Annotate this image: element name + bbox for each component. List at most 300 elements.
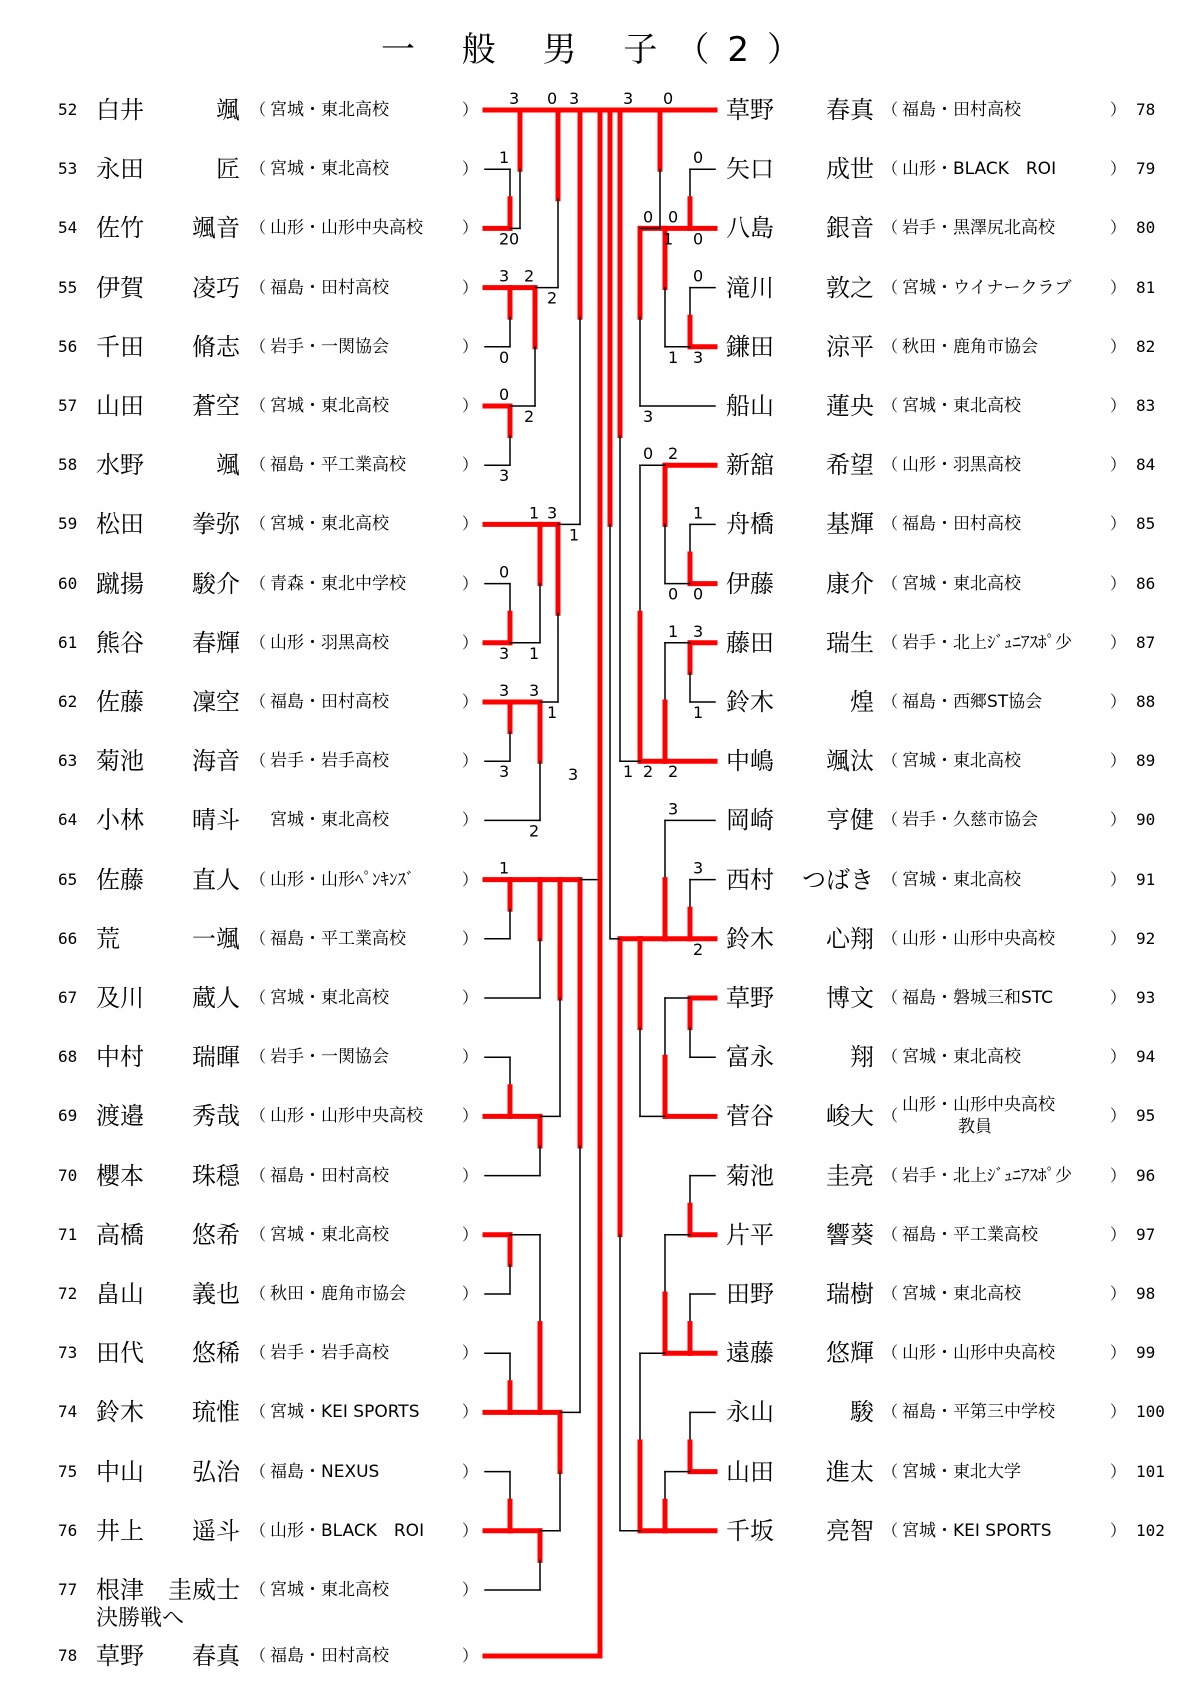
close-paren: ） xyxy=(1110,632,1127,652)
affiliation: 福島・平工業高校 xyxy=(902,1224,1038,1245)
seed-number: 56 xyxy=(58,336,78,356)
open-paren: （ xyxy=(882,1402,899,1422)
open-paren: （ xyxy=(882,336,899,356)
affiliation: 岩手・一関協会 xyxy=(270,336,389,357)
player-given-name: 瑞暉 xyxy=(192,1043,240,1072)
seed-number: 82 xyxy=(1136,336,1156,356)
player-surname: 千坂 xyxy=(726,1516,774,1545)
affiliation: 福島・西郷ST協会 xyxy=(902,692,1043,712)
seed-number: 68 xyxy=(58,1047,78,1067)
player-given-name: 珠穏 xyxy=(192,1161,240,1190)
seed-number: 58 xyxy=(58,455,78,475)
affiliation: 山形・羽黒高校 xyxy=(270,632,389,653)
close-paren: ） xyxy=(462,336,479,356)
player-given-name: 圭亮 xyxy=(826,1161,874,1190)
seed-number: 77 xyxy=(58,1580,78,1599)
player-given-name: 颯 xyxy=(216,96,240,124)
seed-number: 99 xyxy=(1136,1343,1156,1363)
affiliation: 宮城・東北高校 xyxy=(270,514,389,535)
close-paren: ） xyxy=(1110,100,1127,119)
open-paren: （ xyxy=(250,1047,267,1067)
player-given-name: 亨健 xyxy=(826,806,874,835)
player-surname: 田代 xyxy=(96,1339,144,1368)
player-given-name: 春真 xyxy=(826,96,874,124)
affiliation: 岩手・北上ｼﾞｭﾆｱｽﾎﾟ少 xyxy=(902,1165,1072,1186)
open-paren: （ xyxy=(250,1520,267,1540)
score-label: 2 xyxy=(529,821,540,841)
seed-number: 66 xyxy=(58,928,78,948)
close-paren: ） xyxy=(462,632,479,652)
score-label: 0 xyxy=(499,562,510,582)
affiliation: 宮城・KEI SPORTS xyxy=(270,1402,420,1423)
affiliation: 岩手・一関協会 xyxy=(270,1047,389,1068)
seed-number: 78 xyxy=(58,1646,78,1665)
seed-number: 92 xyxy=(1136,928,1156,948)
affiliation: 宮城・東北高校 xyxy=(270,159,389,180)
seed-number: 64 xyxy=(58,810,78,830)
player-given-name: 匠 xyxy=(216,155,240,184)
close-paren: ） xyxy=(462,869,479,889)
score-label: 1 xyxy=(529,643,540,663)
affiliation: 福島・田村高校 xyxy=(902,514,1021,535)
player-surname: 菅谷 xyxy=(726,1102,774,1131)
open-paren: （ xyxy=(882,1106,899,1126)
player-given-name: 秀哉 xyxy=(192,1102,240,1131)
score-label: 1 xyxy=(623,762,634,782)
player-surname: 佐竹 xyxy=(96,214,144,243)
open-paren: （ xyxy=(250,751,267,771)
open-paren: （ xyxy=(250,1580,267,1599)
close-paren: ） xyxy=(1110,1520,1127,1540)
affiliation: 福島・田村高校 xyxy=(902,100,1021,120)
close-paren: ） xyxy=(1110,1165,1127,1185)
open-paren: （ xyxy=(250,100,267,119)
player-surname: 菊池 xyxy=(726,1161,774,1190)
close-paren: ） xyxy=(1110,692,1127,711)
close-paren: ） xyxy=(462,277,479,297)
score-label: 0 xyxy=(499,385,510,404)
close-paren: ） xyxy=(1110,928,1127,948)
score-label: 1 xyxy=(693,703,704,722)
close-paren: ） xyxy=(462,692,479,711)
affiliation: 秋田・鹿角市協会 xyxy=(902,336,1038,357)
player-given-name: 敦之 xyxy=(826,273,874,302)
close-paren: ） xyxy=(462,751,479,771)
score-label: 1 xyxy=(569,525,580,545)
player-given-name: 悠輝 xyxy=(826,1339,874,1368)
player-given-name: 煌 xyxy=(850,688,874,716)
player-given-name: 颯汰 xyxy=(826,747,874,776)
player-given-name: 蔵人 xyxy=(192,984,240,1012)
player-given-name: 遥斗 xyxy=(192,1516,240,1545)
player-given-name: 晴斗 xyxy=(192,806,240,835)
affiliation: 福島・平第三中学校 xyxy=(902,1402,1055,1423)
affiliation: 宮城・東北高校 xyxy=(902,396,1021,416)
player-given-name: 弘治 xyxy=(192,1457,240,1486)
player-given-name: 海音 xyxy=(192,747,240,776)
final-note: 決勝戦へ xyxy=(96,1606,185,1631)
open-paren: （ xyxy=(250,396,267,415)
affiliation: 秋田・鹿角市協会 xyxy=(270,1284,406,1304)
close-paren: ） xyxy=(1110,1402,1127,1422)
affiliation: 岩手・久慈市協会 xyxy=(902,810,1038,831)
open-paren: （ xyxy=(250,1284,267,1303)
player-given-name: 駿介 xyxy=(192,569,240,598)
score-label: 1 xyxy=(668,621,679,641)
open-paren: （ xyxy=(882,218,899,238)
open-paren: （ xyxy=(882,632,899,652)
score-label: 2 xyxy=(499,229,510,249)
open-paren: （ xyxy=(250,1224,267,1244)
score-label: 0 xyxy=(509,229,520,249)
seed-number: 55 xyxy=(58,277,78,297)
player-surname: 白井 xyxy=(96,96,144,124)
player-given-name: 瑞生 xyxy=(826,628,874,657)
player-given-name: 凌巧 xyxy=(192,273,240,302)
close-paren: ） xyxy=(462,1580,479,1599)
score-label: 0 xyxy=(643,207,654,227)
affiliation: 福島・田村高校 xyxy=(270,692,389,712)
open-paren: （ xyxy=(882,514,899,534)
player-surname: 鈴木 xyxy=(726,924,774,953)
seed-number: 97 xyxy=(1136,1224,1156,1244)
player-surname: 熊谷 xyxy=(96,628,144,657)
player-given-name: 瑞樹 xyxy=(826,1280,874,1308)
player-given-name: 銀音 xyxy=(826,214,874,243)
close-paren: ） xyxy=(1110,396,1127,415)
score-label: 3 xyxy=(693,858,704,878)
affiliation: 宮城・東北高校 xyxy=(902,1284,1021,1304)
open-paren: （ xyxy=(882,1224,899,1244)
close-paren: ） xyxy=(1110,1461,1127,1481)
player-surname: 舟橋 xyxy=(726,510,774,539)
open-paren: （ xyxy=(250,692,267,711)
close-paren: ） xyxy=(462,1343,479,1363)
score-label: 1 xyxy=(668,347,679,367)
player-surname: 中山 xyxy=(96,1457,144,1486)
final-score: 3 xyxy=(568,765,579,784)
affiliation: 福島・田村高校 xyxy=(270,277,389,298)
open-paren: （ xyxy=(250,573,267,593)
score-label: 1 xyxy=(547,703,558,722)
open-paren: （ xyxy=(882,810,899,830)
player-surname: 新舘 xyxy=(726,451,774,480)
player-given-name: 颯音 xyxy=(192,214,240,243)
open-paren: （ xyxy=(250,218,267,238)
player-surname: 根津 xyxy=(96,1576,144,1604)
score-label: 0 xyxy=(663,89,674,108)
score-label: 2 xyxy=(668,444,679,464)
player-given-name: 悠稀 xyxy=(192,1339,240,1368)
score-label: 3 xyxy=(499,643,510,663)
close-paren: ） xyxy=(462,1224,479,1244)
player-surname: 伊賀 xyxy=(96,273,144,302)
seed-number: 98 xyxy=(1136,1284,1156,1303)
player-given-name: 成世 xyxy=(826,155,874,184)
seed-number: 83 xyxy=(1136,396,1156,415)
affiliation: 宮城・東北高校 xyxy=(902,869,1021,890)
seed-number: 70 xyxy=(58,1165,78,1185)
open-paren: （ xyxy=(882,1343,899,1363)
score-label: 3 xyxy=(693,347,704,367)
affiliation: 宮城・東北高校 xyxy=(270,396,389,416)
player-given-name: 直人 xyxy=(192,865,240,894)
seed-number: 65 xyxy=(58,869,78,889)
seed-number: 93 xyxy=(1136,988,1156,1007)
open-paren: （ xyxy=(250,455,267,475)
close-paren: ） xyxy=(462,1402,479,1422)
score-label: 0 xyxy=(693,229,704,249)
open-paren: （ xyxy=(250,1402,267,1422)
close-paren: ） xyxy=(462,514,479,534)
affiliation: 宮城・東北高校 xyxy=(902,573,1021,594)
score-label: 3 xyxy=(499,266,510,286)
player-surname: 山田 xyxy=(96,392,144,420)
close-paren: ） xyxy=(1110,1224,1127,1244)
seed-number: 67 xyxy=(58,988,78,1007)
open-paren: （ xyxy=(882,692,899,711)
open-paren: （ xyxy=(250,1646,267,1665)
open-paren: （ xyxy=(250,1165,267,1185)
open-paren: （ xyxy=(882,159,899,179)
player-surname: 高橋 xyxy=(96,1220,144,1249)
seed-number: 81 xyxy=(1136,277,1156,297)
player-surname: 永山 xyxy=(726,1398,774,1427)
seed-number: 60 xyxy=(58,573,78,593)
open-paren: （ xyxy=(882,1461,899,1481)
score-label: 3 xyxy=(693,621,704,641)
seed-number: 94 xyxy=(1136,1047,1156,1067)
seed-number: 102 xyxy=(1136,1520,1165,1540)
open-paren: （ xyxy=(882,573,899,593)
seed-number: 80 xyxy=(1136,218,1156,238)
score-label: 3 xyxy=(529,681,540,700)
open-paren: （ xyxy=(250,1343,267,1363)
close-paren: ） xyxy=(1110,336,1127,356)
score-label: 0 xyxy=(499,347,510,367)
close-paren: ） xyxy=(462,1106,479,1126)
seed-number: 78 xyxy=(1136,100,1156,119)
affiliation: 福島・NEXUS xyxy=(270,1461,380,1482)
open-paren: （ xyxy=(882,869,899,889)
player-given-name: 春輝 xyxy=(192,628,240,657)
open-paren: （ xyxy=(882,396,899,415)
player-surname: 鈴木 xyxy=(96,1398,144,1427)
open-paren: （ xyxy=(250,928,267,948)
player-given-name: 蓮央 xyxy=(826,392,874,420)
affiliation: 宮城・ウイナークラブ xyxy=(902,277,1072,298)
affiliation: 宮城・東北高校 xyxy=(270,100,389,120)
player-given-name: 峻大 xyxy=(826,1102,874,1131)
close-paren: ） xyxy=(1110,277,1127,297)
close-paren: ） xyxy=(1110,1106,1127,1126)
score-label: 1 xyxy=(693,503,704,523)
score-label: 2 xyxy=(524,266,535,286)
score-label: 3 xyxy=(569,89,580,108)
close-paren: ） xyxy=(462,1284,479,1303)
close-paren: ） xyxy=(1110,573,1127,593)
close-paren: ） xyxy=(462,1461,479,1481)
player-surname: 小林 xyxy=(96,806,144,835)
affiliation: 宮城・東北大学 xyxy=(902,1461,1021,1482)
player-given-name: 涼平 xyxy=(826,332,874,361)
player-given-name: 蒼空 xyxy=(192,392,240,420)
player-surname: 草野 xyxy=(726,984,774,1012)
open-paren: （ xyxy=(882,1284,899,1303)
score-label: 2 xyxy=(547,288,558,308)
seed-number: 91 xyxy=(1136,869,1156,889)
affiliation: 山形・山形ﾍﾟﾝｷﾝｽﾞ xyxy=(270,869,415,890)
player-surname: 藤田 xyxy=(726,628,774,657)
close-paren: ） xyxy=(462,396,479,415)
close-paren: ） xyxy=(462,1646,479,1665)
affiliation: 宮城・東北高校 xyxy=(270,1580,389,1600)
player-given-name: 悠希 xyxy=(192,1220,240,1249)
score-label: 1 xyxy=(499,858,510,878)
seed-number: 71 xyxy=(58,1224,78,1244)
open-paren: （ xyxy=(250,336,267,356)
open-paren: （ xyxy=(250,514,267,534)
affiliation: 福島・田村高校 xyxy=(270,1646,389,1666)
player-given-name: 亮智 xyxy=(826,1516,874,1545)
score-label: 3 xyxy=(643,407,654,426)
player-given-name: 翔 xyxy=(850,1043,874,1072)
score-label: 3 xyxy=(547,503,558,523)
score-label: 0 xyxy=(668,584,679,604)
player-given-name: 拳弥 xyxy=(192,510,240,539)
seed-number: 85 xyxy=(1136,514,1156,534)
close-paren: ） xyxy=(462,100,479,119)
close-paren: ） xyxy=(462,928,479,948)
player-surname: 鈴木 xyxy=(726,688,774,716)
score-label: 3 xyxy=(668,799,679,819)
close-paren: ） xyxy=(1110,869,1127,889)
affiliation: 宮城・東北高校 xyxy=(902,751,1021,772)
player-surname: 荒 xyxy=(96,924,120,953)
page-title: 一 般 男 子（2） xyxy=(380,30,820,70)
affiliation: 青森・東北中学校 xyxy=(270,573,406,594)
player-surname: 遠藤 xyxy=(726,1339,774,1368)
player-surname: 松田 xyxy=(96,510,144,539)
seed-number: 90 xyxy=(1136,810,1156,830)
open-paren: （ xyxy=(882,100,899,119)
score-label: 0 xyxy=(693,266,704,286)
affiliation: 宮城・東北高校 xyxy=(902,1047,1021,1068)
close-paren: ） xyxy=(1110,988,1127,1007)
close-paren: ） xyxy=(1110,1047,1127,1067)
close-paren: ） xyxy=(462,1165,479,1185)
affiliation: 宮城・東北高校 xyxy=(270,988,389,1008)
player-given-name: 颯 xyxy=(216,451,240,480)
player-surname: 岡崎 xyxy=(726,806,774,835)
player-surname: 中村 xyxy=(96,1043,144,1072)
affiliation: 山形・山形中央高校 xyxy=(902,1343,1055,1364)
seed-number: 89 xyxy=(1136,751,1156,771)
player-surname: 船山 xyxy=(726,392,774,420)
player-surname: 及川 xyxy=(96,984,144,1012)
close-paren: ） xyxy=(1110,1284,1127,1303)
player-given-name: 琉惟 xyxy=(192,1398,240,1427)
close-paren: ） xyxy=(1110,810,1127,830)
close-paren: ） xyxy=(462,988,479,1007)
score-label: 0 xyxy=(668,207,679,227)
player-surname: 水野 xyxy=(96,451,144,480)
score-label: 2 xyxy=(524,407,535,426)
score-label: 0 xyxy=(643,444,654,464)
open-paren: （ xyxy=(882,928,899,948)
player-surname: 西村 xyxy=(726,865,774,894)
player-surname: 草野 xyxy=(96,1642,144,1670)
affiliation: 宮城・東北高校 xyxy=(270,810,389,831)
affiliation: 山形・山形中央高校 xyxy=(902,1095,1055,1116)
affiliation: 宮城・KEI SPORTS xyxy=(902,1520,1052,1541)
score-label: 1 xyxy=(663,229,674,249)
affiliation: 宮城・東北高校 xyxy=(270,1224,389,1245)
affiliation: 福島・平工業高校 xyxy=(270,928,406,949)
player-surname: 永田 xyxy=(96,155,144,184)
player-given-name: 基輝 xyxy=(826,510,874,539)
seed-number: 57 xyxy=(58,396,78,415)
score-label: 1 xyxy=(499,148,510,168)
open-paren: （ xyxy=(250,1461,267,1481)
score-label: 0 xyxy=(693,584,704,604)
player-given-name: 春真 xyxy=(192,1642,240,1670)
seed-number: 96 xyxy=(1136,1165,1156,1185)
close-paren: ） xyxy=(462,1520,479,1540)
player-surname: 滝川 xyxy=(726,273,774,302)
open-paren: （ xyxy=(882,1047,899,1067)
player-given-name: 進太 xyxy=(826,1457,874,1486)
player-surname: 富永 xyxy=(726,1043,774,1072)
seed-number: 84 xyxy=(1136,455,1156,475)
affiliation: 山形・山形中央高校 xyxy=(270,1106,423,1127)
player-surname: 山田 xyxy=(726,1457,774,1486)
close-paren: ） xyxy=(462,1047,479,1067)
player-surname: 田野 xyxy=(726,1280,774,1308)
player-given-name: 希望 xyxy=(826,451,874,480)
close-paren: ） xyxy=(462,455,479,475)
close-paren: ） xyxy=(1110,218,1127,238)
seed-number: 86 xyxy=(1136,573,1156,593)
open-paren: （ xyxy=(250,159,267,179)
score-label: 2 xyxy=(643,762,654,782)
score-label: 3 xyxy=(499,466,510,486)
close-paren: ） xyxy=(1110,514,1127,534)
player-surname: 中嶋 xyxy=(726,747,774,776)
score-label: 3 xyxy=(623,89,634,108)
affiliation: 山形・BLACK ROI xyxy=(902,159,1057,180)
affiliation: 岩手・黒澤尻北高校 xyxy=(902,218,1055,239)
seed-number: 59 xyxy=(58,514,78,534)
close-paren: ） xyxy=(1110,159,1127,179)
close-paren: ） xyxy=(1110,751,1127,771)
player-surname: 佐藤 xyxy=(96,865,144,894)
seed-number: 53 xyxy=(58,159,78,179)
close-paren: ） xyxy=(1110,455,1127,475)
close-paren: ） xyxy=(462,573,479,593)
seed-number: 74 xyxy=(58,1402,78,1422)
seed-number: 61 xyxy=(58,632,78,652)
score-label: 0 xyxy=(547,89,558,108)
player-given-name: 義也 xyxy=(192,1280,240,1308)
player-surname: 鎌田 xyxy=(726,332,774,361)
seed-number: 73 xyxy=(58,1343,78,1363)
open-paren: （ xyxy=(882,455,899,475)
score-label: 3 xyxy=(499,681,510,700)
player-surname: 草野 xyxy=(726,96,774,124)
open-paren: （ xyxy=(882,988,899,1007)
player-surname: 片平 xyxy=(726,1220,774,1249)
